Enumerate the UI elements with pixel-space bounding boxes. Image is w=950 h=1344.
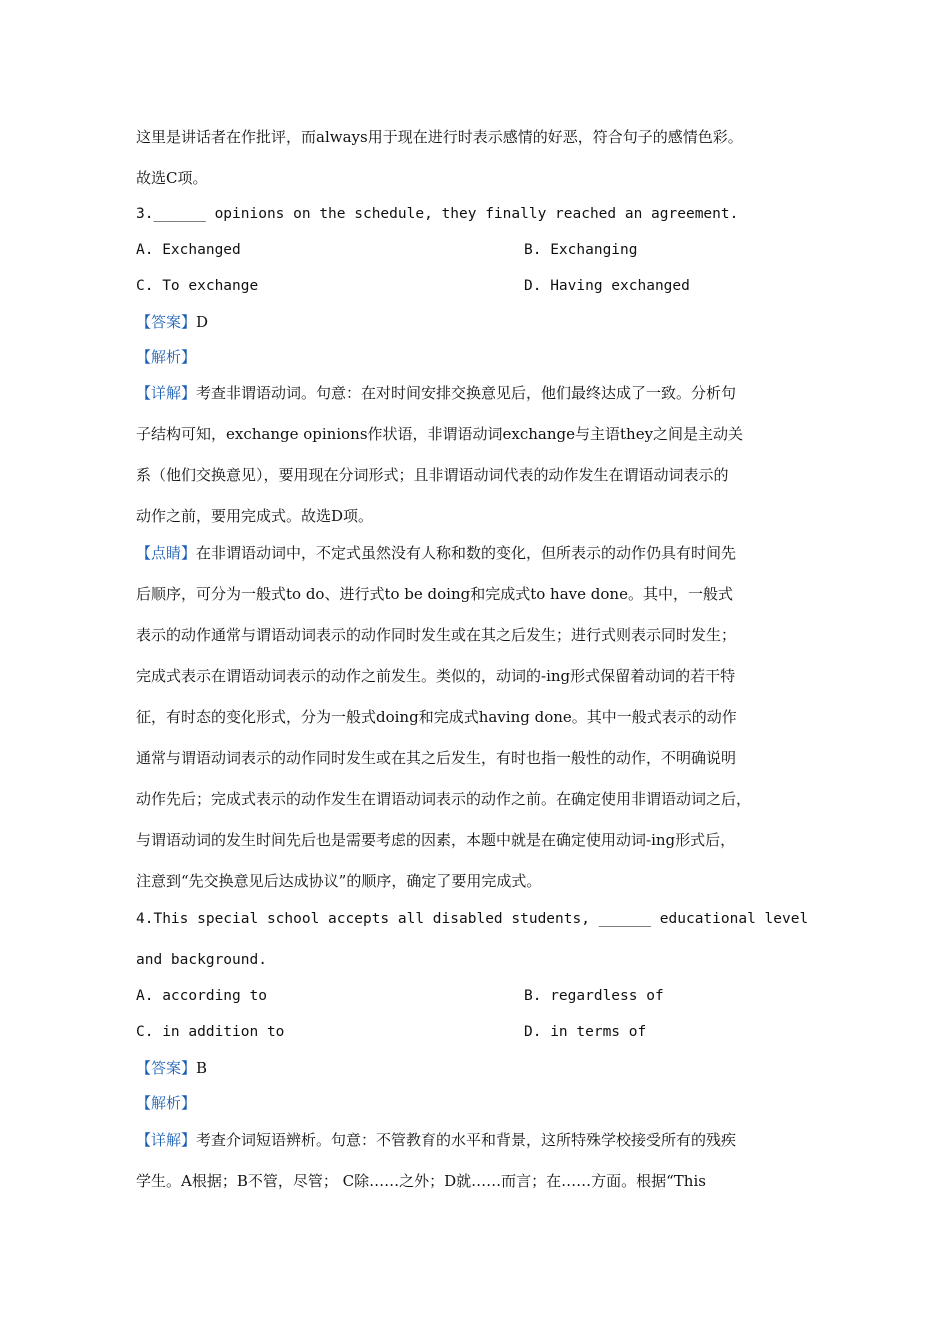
text-line: 这里是讲话者在作批评，而always用于现在进行时表示感情的好恶，符合句子的感情色彩。 [136, 128, 743, 146]
text-line: 征，有时态的变化形式，分为一般式doing和完成式having done。其中一般式表示的动作 [136, 708, 737, 726]
tip-tag: 【点睛】 [136, 544, 197, 562]
answer-tag: 【答案】 [136, 1059, 197, 1077]
text-line: 与谓语动词的发生时间先后也是需要考虑的因素，本题中就是在确定使用动词-ing形式后， [136, 831, 736, 849]
explanation-line: 【详解】考查非谓语动词。句意：在对时间安排交换意见后，他们最终达成了一致。分析句 [136, 384, 737, 402]
text-line: 动作之前，要用完成式。故选D项。 [136, 507, 374, 525]
text-line: 后顺序，可分为一般式to do、进行式to be doing和完成式to have done。其中，一般式 [136, 585, 733, 603]
text-line: 通常与谓语动词表示的动作同时发生或在其之后发生，有时也指一般性的动作，不明确说明 [136, 749, 737, 767]
text-line: 子结构可知，exchange opinions作状语，非谓语动词exchange与主语they之间是主动关 [136, 425, 744, 443]
text-line: 动作先后；完成式表示的动作发生在谓语动词表示的动作之前。在确定使用非谓语动词之后， [136, 790, 752, 808]
question-4-stem: 4.This special school accepts all disabled students, ______ educational level [136, 911, 809, 927]
option-b: B. regardless of [524, 988, 664, 1004]
text-line: 故选C项。 [136, 169, 208, 187]
option-a: A. according to [136, 988, 267, 1004]
analysis-tag: 【解析】 [136, 1094, 197, 1112]
question-3-stem: 3.______ opinions on the schedule, they finally reached an agreement. [136, 206, 739, 222]
answer-line: 【答案】B [136, 1059, 208, 1077]
option-a: A. Exchanged [136, 242, 241, 258]
explanation-line: 【详解】考查介词短语辨析。句意：不管教育的水平和背景，这所特殊学校接受所有的残疾 [136, 1131, 737, 1149]
text-line: 表示的动作通常与谓语动词表示的动作同时发生或在其之后发生；进行式则表示同时发生； [136, 626, 737, 644]
option-c: C. in addition to [136, 1024, 285, 1040]
option-c: C. To exchange [136, 278, 259, 294]
text-line: 学生。A根据；B不管，尽管； C除……之外；D就……而言；在……方面。根据“This [136, 1172, 706, 1190]
analysis-line [136, 1092, 826, 1114]
option-b: B. Exchanging [524, 242, 638, 258]
option-d: D. Having exchanged [524, 278, 690, 294]
question-4-stem-cont: and background. [136, 952, 267, 968]
answer-line: 【答案】D [136, 313, 209, 331]
explanation-tag: 【详解】 [136, 1131, 197, 1149]
answer-tag: 【答案】 [136, 313, 197, 331]
explanation-tag: 【详解】 [136, 384, 197, 402]
text-line: 注意到“先交换意见后达成协议”的顺序，确定了要用完成式。 [136, 872, 542, 890]
option-d: D. in terms of [524, 1024, 647, 1040]
text-line: 完成式表示在谓语动词表示的动作之前发生。类似的，动词的-ing形式保留着动词的若干特 [136, 667, 736, 685]
analysis-tag: 【解析】 [136, 348, 197, 366]
analysis-line [136, 346, 826, 368]
tip-line: 【点睛】在非谓语动词中，不定式虽然没有人称和数的变化，但所表示的动作仍具有时间先 [136, 544, 737, 562]
text-line: 系（他们交换意见），要用现在分词形式；且非谓语动词代表的动作发生在谓语动词表示的 [136, 466, 729, 484]
